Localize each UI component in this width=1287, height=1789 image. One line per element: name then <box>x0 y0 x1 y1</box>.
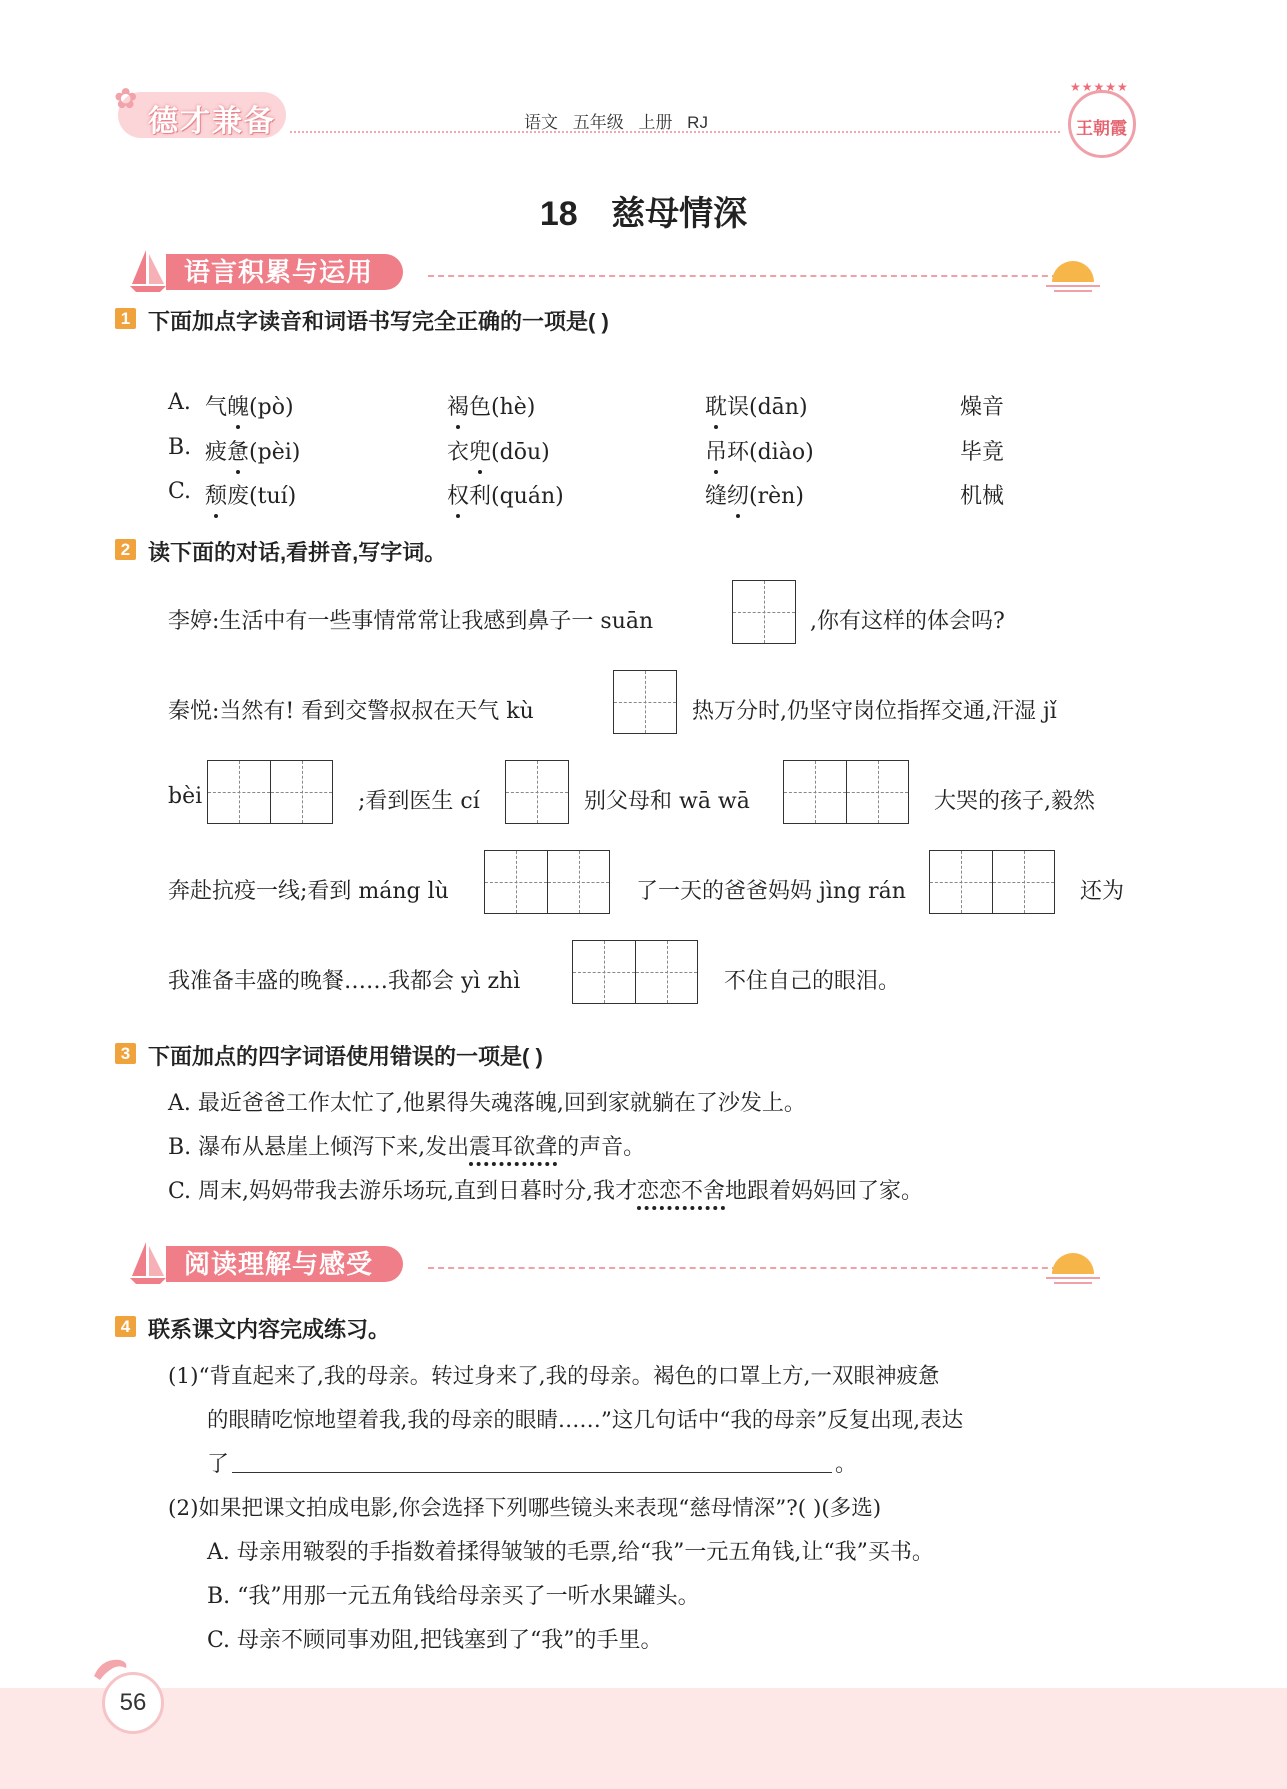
q4-part-1-end: 。 <box>835 1452 858 1477</box>
sunset-icon <box>1046 1246 1100 1286</box>
page-title: 18 慈母情深 <box>539 195 748 233</box>
char: 疲 <box>205 440 228 465</box>
question-3-text: 下面加点的四字词语使用错误的一项是( ) <box>148 1044 543 1069</box>
q2-line-1-b: ,你有这样的体会吗? <box>810 609 1005 634</box>
q2-line-4-b: 了一天的爸爸妈妈 jìng rán <box>636 879 906 904</box>
dotted-char: 权 <box>447 479 469 510</box>
q1-option-c-word-2 <box>447 479 564 510</box>
pinyin: (pèi) <box>249 440 301 465</box>
answer-grid-yizhi[interactable] <box>572 940 698 1004</box>
q1-option-c-word-4: 机械 <box>960 484 1005 509</box>
dotted-char: 褐 <box>447 390 469 421</box>
q1-option-a-label: A. <box>168 390 191 415</box>
question-4-text: 联系课文内容完成练习。 <box>148 1317 391 1342</box>
q4-answer-line[interactable] <box>232 1472 832 1473</box>
q4-option-c: C. 母亲不顾同事劝阻,把钱塞到了“我”的手里。 <box>207 1628 663 1653</box>
q3-option-b <box>168 1130 645 1161</box>
q1-option-a-word-4: 燥音 <box>960 395 1005 420</box>
dotted-phrase: 震耳欲聋 <box>469 1135 557 1166</box>
answer-grid-ku[interactable] <box>613 670 677 734</box>
page-number-badge <box>102 1672 164 1734</box>
seal-text: 王朝霞 <box>1076 119 1127 138</box>
answer-grid-ci[interactable] <box>505 760 569 824</box>
q2-line-4-a: 奔赴抗疫一线;看到 máng lù <box>168 879 449 904</box>
pinyin: 利(quán) <box>469 484 564 509</box>
q4-part-1-line-2: 的眼睛吃惊地望着我,我的母亲的眼睛……”这几句话中“我的母亲”反复出现,表达 <box>207 1408 964 1433</box>
q4-option-b: B. “我”用那一元五角钱给母亲买了一听水果罐头。 <box>207 1584 700 1609</box>
dotted-char: 吊 <box>705 435 727 466</box>
section-title-2: 阅读理解与感受 <box>166 1246 403 1282</box>
section-banner-1 <box>128 248 1128 298</box>
answer-grid-jibei[interactable] <box>207 760 333 824</box>
dotted-char: 惫 <box>227 435 249 466</box>
sailboat-icon <box>128 248 168 294</box>
q4-part-1-line-3: 了 <box>207 1452 230 1477</box>
q2-line-5-a: 我准备丰盛的晚餐……我都会 yì zhì <box>168 969 521 994</box>
q4-option-a: A. 母亲用皲裂的手指数着揉得皱皱的毛票,给“我”一元五角钱,让“我”买书。 <box>207 1540 934 1565</box>
logo-text: 德才兼备 <box>148 105 276 138</box>
q3-option-a <box>168 1086 806 1117</box>
q1-option-b-word-4: 毕竟 <box>960 440 1005 465</box>
text: C. 周末,妈妈带我去游乐场玩,直到日暮时分,我才 <box>168 1179 638 1204</box>
q1-option-a-word-3 <box>705 390 808 421</box>
q1-option-a-word-2 <box>447 390 535 421</box>
pinyin: 废(tuí) <box>227 484 297 509</box>
question-number-1: 1 <box>115 308 136 329</box>
pinyin: (dōu) <box>491 440 550 465</box>
q2-line-1-a: 李婷:生活中有一些事情常常让我感到鼻子一 suān <box>168 609 654 634</box>
q1-option-b-word-1 <box>205 435 300 466</box>
text: 的声音。 <box>557 1135 646 1160</box>
sunset-icon <box>1046 254 1100 294</box>
q1-option-b-label: B. <box>168 435 192 460</box>
q1-option-c-word-3 <box>705 479 804 510</box>
q1-option-b-word-2 <box>447 435 550 466</box>
section-dash-1 <box>428 275 1068 277</box>
answer-grid-jingran[interactable] <box>929 850 1055 914</box>
dotted-char: 颓 <box>205 479 227 510</box>
text: 地跟着妈妈回了家。 <box>725 1179 924 1204</box>
q2-line-3-d: 大哭的孩子,毅然 <box>934 789 1095 814</box>
author-seal <box>1062 80 1142 160</box>
q2-line-5-b: 不住自己的眼泪。 <box>724 969 901 994</box>
char: 缝 <box>705 484 728 509</box>
q4-part-1-line-1: (1)“背直起来了,我的母亲。转过身来了,我的母亲。褐色的口罩上方,一双眼神疲惫 <box>168 1364 940 1389</box>
dotted-phrase: 失魂落魄 <box>468 1091 557 1116</box>
pinyin: (pò) <box>249 395 294 420</box>
dotted-char: 纫 <box>727 479 749 510</box>
page-number: 56 <box>119 1689 147 1716</box>
footer-band <box>0 1688 1287 1789</box>
answer-grid-suan[interactable] <box>732 580 796 644</box>
pinyin: 环(diào) <box>727 440 814 465</box>
section-title-1: 语言积累与运用 <box>166 254 403 290</box>
text: ,回到家就躺在了沙发上。 <box>556 1091 806 1116</box>
q1-option-a-word-1 <box>205 390 294 421</box>
header-subject: 语文 五年级 上册 RJ <box>524 113 708 132</box>
dotted-char: 耽 <box>705 390 727 421</box>
dotted-phrase: 恋恋不舍 <box>637 1179 725 1210</box>
q1-option-c-word-1 <box>205 479 296 510</box>
q2-line-4-c: 还为 <box>1080 879 1125 904</box>
question-number-3: 3 <box>115 1043 136 1064</box>
question-number-2: 2 <box>115 539 136 560</box>
sailboat-icon <box>128 1240 168 1286</box>
q2-line-2-b: 热万分时,仍坚守岗位指挥交通,汗湿 jǐ <box>692 699 1057 724</box>
q2-line-3-a: bèi <box>168 784 203 809</box>
q3-option-c <box>168 1174 923 1205</box>
pinyin: (rèn) <box>749 484 804 509</box>
text: A. 最近爸爸工作太忙了,他累得 <box>168 1091 469 1116</box>
palm-tree-icon: ✿ <box>114 82 138 115</box>
dotted-char: 兜 <box>469 435 491 466</box>
brand-logo <box>114 82 288 144</box>
pinyin: 误(dān) <box>727 395 808 420</box>
section-dash-2 <box>428 1267 1068 1269</box>
star-icon: ★★★★★ <box>1070 80 1129 94</box>
q2-line-2-a: 秦悦:当然有! 看到交警叔叔在天气 kù <box>168 699 534 724</box>
q4-part-2: (2)如果把课文拍成电影,你会选择下列哪些镜头来表现“慈母情深”?( )(多选) <box>168 1496 882 1521</box>
answer-grid-manglu[interactable] <box>484 850 610 914</box>
q2-line-3-b: ;看到医生 cí <box>358 789 480 814</box>
q1-option-c-label: C. <box>168 479 192 504</box>
section-banner-2 <box>128 1240 1128 1290</box>
char: 气 <box>205 395 228 420</box>
char: 衣 <box>447 440 470 465</box>
question-1-text: 下面加点字读音和词语书写完全正确的一项是( ) <box>148 309 609 334</box>
q1-option-b-word-3 <box>705 435 814 466</box>
dotted-char: 魄 <box>227 390 249 421</box>
question-number-4: 4 <box>115 1316 136 1337</box>
question-2-text: 读下面的对话,看拼音,写字词。 <box>148 540 447 565</box>
q2-line-3-c: 别父母和 wā wā <box>584 789 750 814</box>
text: B. 瀑布从悬崖上倾泻下来,发出 <box>168 1135 470 1160</box>
answer-grid-wawa[interactable] <box>783 760 909 824</box>
pinyin: 色(hè) <box>469 395 536 420</box>
